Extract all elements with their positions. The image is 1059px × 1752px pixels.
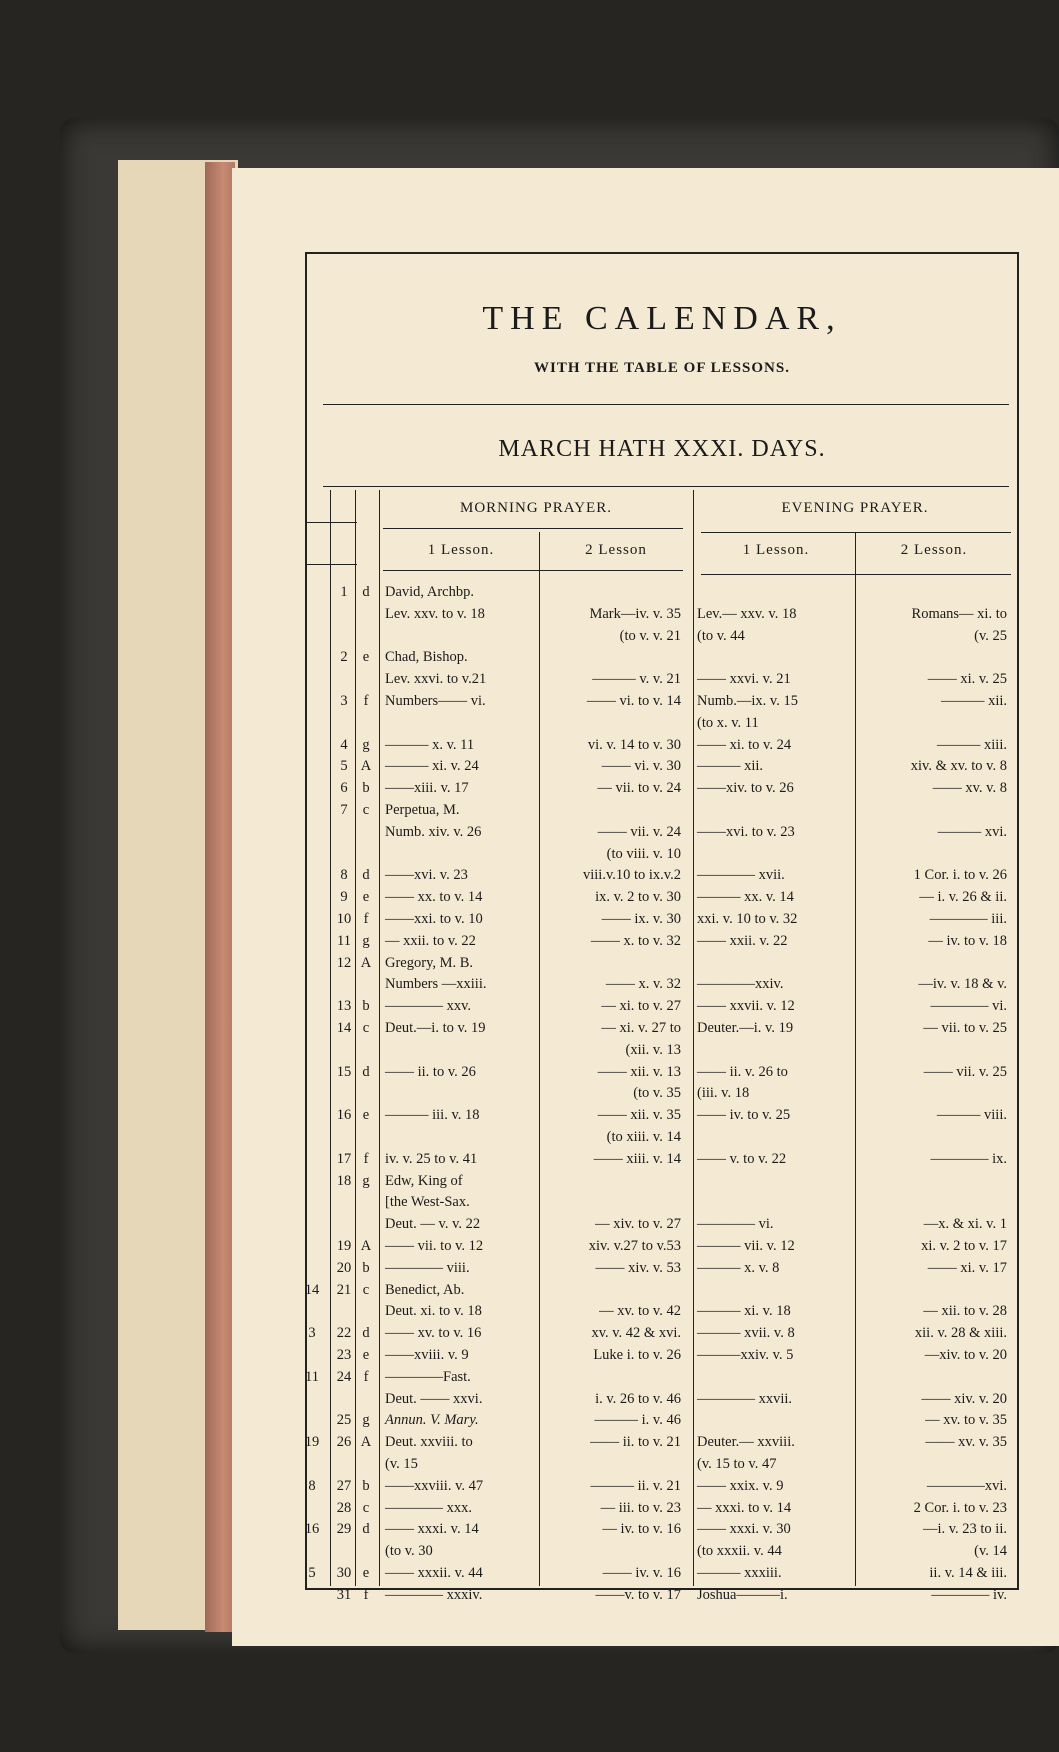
morning-first-lesson: ——— xi. v. 24 [385,758,479,775]
morning-second-lesson: —— xii. v. 35 [597,1107,681,1124]
morning-first-lesson: Benedict, Ab. [385,1281,465,1298]
evening-first-lesson: Numb.—ix. v. 15 [697,693,798,709]
morning-first-lesson: —— xv. to v. 16 [385,1325,482,1342]
evening-second-lesson: — iv. to v. 18 [928,932,1007,949]
evening-second-lesson: —— xv. v. 35 [925,1434,1007,1451]
day-number: 22 [336,1325,352,1342]
dominical-letter: f [363,1368,369,1385]
morning-first-lesson: ——— iii. v. 18 [385,1107,480,1124]
evening-second-lesson: (v. 25 [974,627,1007,644]
evening-first-lesson-heading: 1 Lesson. [742,542,810,558]
day-number: 7 [340,802,348,818]
evening-second-lesson: — xv. to v. 35 [925,1412,1007,1429]
morning-second-lesson: —— xiv. v. 53 [595,1259,681,1276]
morning-first-lesson: (to v. 30 [385,1543,433,1560]
evening-first-lesson: ———— xvii. [697,867,785,884]
morning-first-lesson: David, Archbp. [385,584,474,600]
morning-second-lesson: — xiv. to v. 27 [595,1216,681,1233]
evening-first-lesson: — xxxi. to v. 14 [697,1499,792,1516]
evening-second-lesson: —x. & xi. v. 1 [923,1216,1007,1233]
dominical-letter: g [362,932,370,949]
evening-second-lesson: ——— xii. [940,693,1007,709]
morning-first-lesson: Gregory, M. B. [385,954,474,971]
dominical-letter: b [362,1259,370,1276]
day-number: 17 [336,1150,352,1167]
day-number: 31 [336,1586,352,1603]
morning-first-lesson: ————Fast. [385,1368,471,1385]
morning-first-lesson: ———— xxx. [385,1499,472,1516]
morning-second-lesson: —— x. to v. 32 [590,932,681,949]
morning-second-lesson: Luke i. to v. 26 [593,1347,681,1363]
evening-first-lesson: Deuter.— xxviii. [697,1434,795,1451]
evening-second-lesson: —— vii. v. 25 [923,1063,1007,1080]
golden-number: 11 [305,1368,319,1385]
dominical-letter: e [362,1107,370,1124]
dominical-letter: f [363,693,369,709]
evening-first-lesson: ———— vi. [697,1216,774,1233]
morning-first-lesson: Lev. xxvi. to v.21 [385,671,487,688]
morning-second-lesson: ——— i. v. 46 [594,1412,681,1429]
evening-second-lesson: ——— xvi. [937,823,1007,840]
dominical-letter: c [362,1281,370,1298]
morning-second-lesson: —— x. v. 32 [605,976,681,993]
morning-second-lesson: ——— v. v. 21 [592,671,681,688]
morning-second-lesson: (to xiii. v. 14 [606,1129,681,1145]
morning-first-lesson: ——xxviii. v. 47 [385,1477,484,1494]
day-number: 4 [340,736,348,753]
morning-first-lesson: —— xx. to v. 14 [385,889,483,906]
evening-second-lesson: —i. v. 23 to ii. [922,1521,1007,1538]
day-number: 19 [336,1238,352,1254]
evening-second-lesson: (v. 14 [974,1543,1007,1560]
morning-first-lesson: ——xviii. v. 9 [385,1347,469,1363]
dominical-letter: d [362,867,370,884]
evening-first-lesson: —— xi. to v. 24 [697,736,792,753]
evening-second-lesson-heading: 2 Lesson. [900,542,968,558]
morning-second-lesson: —— ii. to v. 21 [590,1434,681,1451]
evening-second-lesson: ——— xiii. [936,736,1007,753]
morning-first-lesson: iv. v. 25 to v. 41 [385,1150,478,1167]
evening-first-lesson: —— iv. to v. 25 [697,1107,791,1124]
day-number: 23 [336,1347,352,1363]
morning-second-lesson: — vii. to v. 24 [597,780,681,797]
morning-first-lesson: Lev. xxv. to v. 18 [385,605,485,622]
morning-first-lesson: —— xxxii. v. 44 [385,1565,483,1581]
evening-second-lesson: —iv. v. 18 & v. [918,976,1007,993]
table-rule [539,532,540,1586]
evening-second-lesson: ii. v. 14 & iii. [929,1565,1007,1581]
evening-second-lesson: —— xi. v. 17 [927,1259,1007,1276]
morning-first-lesson: — xxii. to v. 22 [385,932,476,949]
dominical-letter: c [362,1499,370,1516]
morning-first-lesson: —— xxxi. v. 14 [385,1521,479,1538]
evening-first-lesson: Deuter.—i. v. 19 [697,1020,794,1036]
evening-second-lesson: ———— iii. [929,911,1007,927]
evening-second-lesson: —— xv. v. 8 [932,780,1007,797]
morning-first-lesson: ——xxi. to v. 10 [385,911,483,927]
morning-first-lesson: Deut.—i. to v. 19 [385,1020,486,1036]
evening-second-lesson: xi. v. 2 to v. 17 [921,1238,1007,1254]
morning-second-lesson: xv. v. 42 & xvi. [591,1325,681,1342]
evening-second-lesson: xii. v. 28 & xiii. [914,1325,1007,1342]
day-number: 12 [336,954,352,971]
table-rule [379,490,380,1586]
table-rule [383,528,683,529]
evening-second-lesson: ——— viii. [936,1107,1007,1124]
morning-second-lesson: ——— ii. v. 21 [590,1477,681,1494]
dominical-letter: f [363,911,369,927]
morning-first-lesson: ———— xxv. [385,998,472,1015]
morning-first-lesson: [the West-Sax. [385,1194,470,1211]
table-rule [701,574,1011,575]
evening-first-lesson: (to xxxii. v. 44 [697,1543,782,1560]
evening-first-lesson: ———xxiv. v. 5 [697,1347,794,1363]
day-number: 2 [340,649,348,666]
morning-second-lesson: —— xiii. v. 14 [593,1150,681,1167]
dominical-letter: g [362,1412,370,1429]
morning-first-lesson: Deut. —— xxvi. [385,1390,483,1407]
morning-first-lesson: ——— x. v. 11 [385,736,475,753]
evening-second-lesson: ———— vi. [930,998,1007,1015]
day-number: 29 [336,1521,352,1538]
morning-second-lesson: — iv. to v. 16 [602,1521,681,1538]
dominical-letter: f [363,1150,369,1167]
morning-first-lesson: ——xvi. v. 23 [385,867,468,884]
evening-first-lesson: Lev.— xxv. v. 18 [697,605,797,622]
day-number: 10 [336,911,352,927]
month-heading: MARCH HATH XXXI. DAYS. [498,436,826,462]
evening-first-lesson: —— xxii. v. 22 [697,932,788,949]
morning-second-lesson: Mark—iv. v. 35 [589,605,681,622]
day-number: 13 [336,998,352,1015]
day-number: 5 [340,758,348,775]
morning-first-lesson: Perpetua, M. [385,802,460,818]
dominical-letter: A [360,954,372,971]
evening-second-lesson: ————xvi. [926,1477,1007,1494]
evening-first-lesson: (iii. v. 18 [697,1085,750,1102]
day-number: 24 [336,1368,352,1385]
evening-first-lesson: ——— xx. v. 14 [697,889,794,906]
morning-first-lesson: Chad, Bishop. [385,649,468,666]
dominical-letter: e [362,1565,370,1581]
morning-first-lesson: Numb. xiv. v. 26 [385,823,482,840]
morning-second-lesson: ——v. to v. 17 [595,1586,681,1603]
morning-first-lesson: Deut. xxviii. to [385,1434,473,1451]
evening-first-lesson: ——— xvii. v. 8 [697,1325,795,1342]
morning-second-lesson: —— ix. v. 30 [601,911,681,927]
evening-first-lesson: —— xxix. v. 9 [697,1477,784,1494]
morning-first-lesson: ———— xxxiv. [385,1586,483,1603]
dominical-letter: d [362,584,370,600]
dominical-letter: A [360,758,372,775]
month-rule [323,486,1009,487]
morning-first-lesson: ———— viii. [385,1259,470,1276]
morning-second-lesson: —— xii. v. 13 [597,1063,681,1080]
morning-first-lesson: Numbers —xxiii. [385,976,487,993]
day-number: 26 [336,1434,352,1451]
day-number: 27 [336,1477,352,1494]
morning-first-lesson: —— vii. to v. 12 [385,1238,484,1254]
evening-first-lesson: ——xvi. to v. 23 [697,823,795,840]
day-number: 3 [340,693,348,709]
golden-number: 8 [308,1477,316,1494]
morning-first-lesson: Deut. xi. to v. 18 [385,1303,482,1320]
day-number: 16 [336,1107,352,1124]
evening-second-lesson: ———— iv. [931,1586,1007,1603]
morning-second-lesson: ix. v. 2 to v. 30 [595,889,681,906]
golden-number: 3 [308,1325,316,1342]
morning-second-lesson: (to v. 35 [633,1085,681,1102]
calendar-frame [304,252,1019,1603]
dominical-letter: f [363,1586,369,1603]
day-number: 30 [336,1565,352,1581]
calendar-subtitle: WITH THE TABLE OF LESSONS. [534,360,790,376]
evening-first-lesson: ——— xii. [697,758,764,775]
evening-second-lesson: 2 Cor. i. to v. 23 [913,1499,1007,1516]
evening-first-lesson: —— xxvii. v. 12 [697,998,795,1015]
morning-second-lesson: (to viii. v. 10 [606,845,681,862]
evening-second-lesson: xiv. & xv. to v. 8 [910,758,1007,775]
evening-first-lesson: xxi. v. 10 to v. 32 [697,911,798,927]
morning-second-lesson: (xii. v. 13 [625,1041,681,1058]
morning-second-lesson: — xv. to v. 42 [599,1303,681,1320]
morning-second-lesson: (to v. v. 21 [619,627,681,644]
evening-first-lesson: ——— x. v. 8 [697,1259,780,1276]
evening-first-lesson: ————xxiv. [697,976,784,993]
evening-first-lesson: —— xxvi. v. 21 [697,671,791,688]
morning-second-lesson: i. v. 26 to v. 46 [595,1390,681,1407]
dominical-letter: A [360,1238,372,1254]
day-number: 1 [340,584,348,600]
page-edge [205,162,235,1632]
golden-number: 19 [304,1434,320,1451]
day-number: 25 [336,1412,352,1429]
dominical-letter: e [362,889,370,906]
dominical-letter: b [362,1477,370,1494]
evening-first-lesson: (to v. 44 [697,627,745,644]
morning-first-lesson: Edw, King of [385,1172,463,1189]
dominical-letter: A [360,1434,372,1451]
evening-first-lesson: —— xxxi. v. 30 [697,1521,791,1538]
evening-first-lesson: (v. 15 to v. 47 [697,1456,777,1472]
morning-first-lesson: Deut. — v. v. 22 [385,1216,481,1233]
table-rule [307,522,357,523]
dominical-letter: g [362,1172,370,1189]
evening-second-lesson: —— xi. v. 25 [927,671,1007,688]
dominical-letter: d [362,1521,370,1538]
dominical-letter: e [362,649,370,666]
morning-first-lesson: Annun. V. Mary. [385,1412,479,1429]
dominical-letter: d [362,1325,370,1342]
table-rule [383,570,683,571]
evening-second-lesson: —xiv. to v. 20 [924,1347,1007,1363]
morning-second-lesson: xiv. v.27 to v.53 [588,1238,681,1254]
morning-first-lesson: (v. 15 [385,1456,418,1472]
morning-prayer-heading: MORNING PRAYER. [460,500,612,516]
dominical-letter: e [362,1347,370,1363]
table-rule [307,564,357,565]
evening-first-lesson: ———— xxvii. [697,1390,793,1407]
morning-second-lesson: — xi. v. 27 to [601,1020,681,1036]
day-number: 15 [336,1063,352,1080]
morning-first-lesson: Numbers—— vi. [385,693,486,709]
calendar-title: THE CALENDAR, [482,300,842,337]
evening-prayer-heading: EVENING PRAYER. [781,500,929,516]
evening-second-lesson: — xii. to v. 28 [923,1303,1007,1320]
evening-second-lesson: — vii. to v. 25 [923,1020,1007,1036]
dominical-letter: g [362,736,370,753]
dominical-letter: c [362,1020,370,1036]
table-rule [693,490,694,1586]
morning-second-lesson-heading: 2 Lesson [585,542,647,558]
evening-second-lesson: Romans— xi. to [911,605,1007,622]
evening-first-lesson: ——— vii. v. 12 [697,1238,795,1254]
morning-second-lesson: —— vii. v. 24 [597,823,681,840]
day-number: 11 [337,932,351,949]
evening-second-lesson: 1 Cor. i. to v. 26 [913,867,1007,884]
dominical-letter: d [362,1063,370,1080]
evening-first-lesson: ——xiv. to v. 26 [697,780,794,797]
evening-second-lesson: —— xiv. v. 20 [921,1390,1007,1407]
day-number: 28 [336,1499,352,1516]
day-number: 14 [336,1020,352,1036]
evening-first-lesson: ——— xxxiii. [697,1565,782,1581]
table-rule [855,532,856,1586]
dominical-letter: c [362,802,370,818]
morning-first-lesson: ——xiii. v. 17 [385,780,469,797]
golden-number: 14 [304,1281,320,1298]
morning-second-lesson: — iii. to v. 23 [600,1499,681,1516]
morning-second-lesson: —— vi. v. 30 [601,758,681,775]
morning-second-lesson: —— iv. v. 16 [602,1565,681,1581]
day-number: 9 [340,889,348,906]
morning-first-lesson-heading: 1 Lesson. [427,542,495,558]
day-number: 6 [340,780,348,797]
morning-first-lesson: —— ii. to v. 26 [385,1063,476,1080]
evening-first-lesson: —— v. to v. 22 [697,1150,787,1167]
day-number: 8 [340,867,348,884]
morning-second-lesson: — xi. to v. 27 [601,998,681,1015]
dominical-letter: b [362,780,370,797]
golden-number: 5 [308,1565,316,1581]
evening-first-lesson: Joshua———i. [697,1586,788,1603]
dominical-letter: b [362,998,370,1015]
title-rule [323,404,1009,405]
day-number: 21 [336,1281,352,1298]
golden-number: 16 [304,1521,320,1538]
evening-second-lesson: — i. v. 26 & ii. [919,889,1007,906]
day-number: 20 [336,1259,352,1276]
day-number: 18 [336,1172,352,1189]
table-rule [701,532,1011,533]
evening-second-lesson: ———— ix. [930,1150,1007,1167]
evening-first-lesson: (to x. v. 11 [697,714,759,731]
evening-first-lesson: —— ii. v. 26 to [697,1063,788,1080]
evening-first-lesson: ——— xi. v. 18 [697,1303,791,1320]
morning-second-lesson: vi. v. 14 to v. 30 [587,736,681,753]
morning-second-lesson: viii.v.10 to ix.v.2 [582,867,681,884]
morning-second-lesson: —— vi. to v. 14 [586,693,681,709]
